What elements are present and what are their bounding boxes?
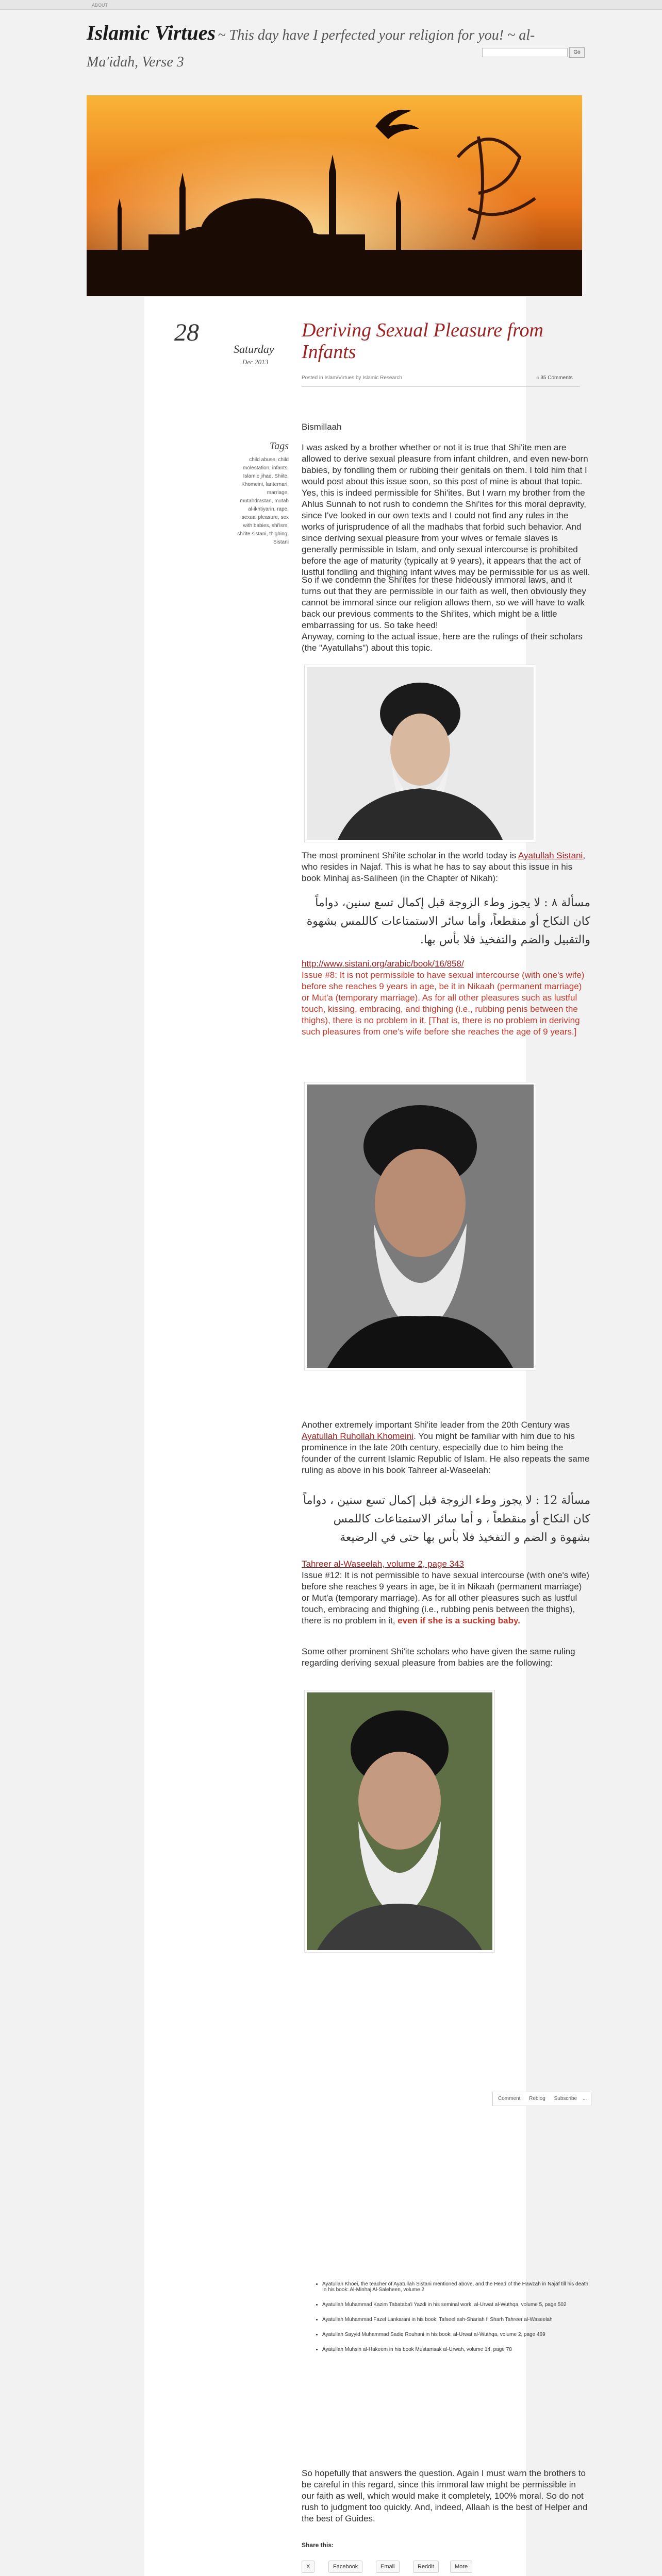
paragraph — [302, 850, 590, 884]
issue-12-text: Issue #12: It is not permissible to have sexual intercourse (with one's wife) before she reaches 9 years in age, be it in Nikaah (permanent marriage) or Mut'a (temporary marriage). As for all other pleasures such as lustful touch, embracing and thighing (i.e., rubbing penis between the thighs), there is no problem in it, — [302, 1570, 589, 1625]
scholar-list-item: • Ayatullah Muhammad Kazim Tabataba'i Yazdi in his seminal work: al-Urwat al-Wuthqa, volume 5, page 502 — [322, 2302, 590, 2308]
share-button-email[interactable]: Email — [376, 2561, 400, 2573]
paragraph: I was asked by a brother whether or not it is true that Shi'ite men are allowed to derive sexual pleasure from infant children, and even new-born babies, by fondling them or rubbing their genitals on them. I told him that I would post about this issue soon, so this post of mine is about that topic. Yes, this is indeed permissible for Shi'ites. But I warn my brother from the Ahlus Sunnah to not rush to condemn the Shi'ites for this moral depravity, since I've looked in our own texts and I could not find any rules in the works of jurisprudence of all the madhabs that forbid such behavior. And since deriving sexual pleasure from your wives or female slaves is generally permissible in Islam, and only sexual intercourse is prohibited before the age of maturity (typically at 9 years), it appears that the act of lustful fondling and thighing infant wives may be permissible for us as well. — [302, 443, 590, 577]
photo-scholar — [304, 1690, 495, 1953]
site-tagline: ~ This day have I perfected your religion for you! ~ al-Ma'idah, Verse 3 — [87, 27, 535, 70]
paragraph-text: The most prominent Shi'ite scholar in the world today is — [302, 851, 518, 860]
tags-list: child abuse, child molestation, infants, Islamic jihad, Shiite, Khomeini, lanternari, marriage, mutahdrastan, mutah al-ikhtiyarin, rape, sexual pleasure, sex with babies, shi'ism, shi'ite sistani, thighing, Sistani — [237, 457, 289, 545]
search-button[interactable]: Go — [569, 47, 585, 58]
paragraph: Bismillaah — [302, 422, 342, 432]
post-meta: Posted in Islam/Virtues by Islamic Research — [302, 375, 402, 381]
tag-link[interactable]: child abuse — [249, 457, 275, 463]
paragraph: Anyway, coming to the actual issue, here are the rulings of their scholars (the "Ayatullahs") about this topic. — [302, 632, 583, 653]
source-link-1 — [302, 958, 590, 970]
source-link-2 — [302, 1558, 590, 1570]
tag-link[interactable]: Khomeini — [241, 482, 263, 487]
sistani-link[interactable]: Ayatullah Sistani — [518, 851, 583, 860]
tag-link[interactable]: infants — [272, 465, 288, 471]
paragraph: So hopefully that answers the question. Again I must warn the brothers to be careful in this regard, since this immoral law might be permissible in our faith as well, which would make it completely, 100% moral. So do not rush to judgment too quickly. And, indeed, Allaah is the best of Helper and the best of Guides. — [302, 2468, 588, 2523]
share-button-x[interactable]: X — [302, 2561, 315, 2573]
tag-link[interactable]: mutah al-ikhtiyarin — [248, 498, 289, 512]
search-input[interactable] — [482, 48, 568, 57]
subscribe-button[interactable]: Subscribe — [554, 2096, 577, 2102]
paragraph-text: Another extremely important Shi'ite leader from the 20th Century was — [302, 1420, 570, 1430]
share-button-facebook[interactable]: Facebook — [328, 2561, 362, 2573]
share-button-more[interactable]: More — [450, 2561, 472, 2573]
share-heading: Share this: — [302, 2541, 334, 2549]
paragraph-text: , who resides in Najaf. This is what he has to say about this issue in his book Minhaj as-Saliheen (in the Chapter of Nikah): — [302, 851, 586, 883]
scholar-list-item: • Ayatullah Muhammad Fazel Lankarani in his book: Tafseel ash-Shariah fi Sharh Tahreer al-Waseelah — [322, 2317, 590, 2323]
tag-link[interactable]: sex with babies — [243, 515, 289, 529]
tag-link[interactable]: shi'ism — [271, 523, 288, 529]
post-date-month-year: Dec 2013 — [242, 358, 269, 366]
issue-12-emphasis: even if she is a sucking baby. — [398, 1616, 520, 1625]
divider — [302, 386, 580, 387]
comment-button[interactable]: Comment — [498, 2096, 521, 2102]
scholar-list-item: • Ayatullah Khoei, the teacher of Ayatullah Sistani mentioned above, and the Head of the Hawzah in Najaf till his death. In his book: Al-Minhaj Al-Saleheen, volume 2 — [322, 2281, 590, 2293]
tag-link[interactable]: thighing — [269, 531, 288, 537]
follow-bar — [492, 2092, 591, 2106]
header-banner-image — [87, 95, 582, 296]
arabic-quote: مسألة 12 : لا يجوز وطء الزوجة قبل إكمال تسع سنين ، دواماً كان النكاح أو منقطعاً ، و أما سائر الاستمتاعات كاللمس بشهوة و الضم و التفخيذ فلا بأس بها حتى في الرضيعة — [303, 1494, 590, 1544]
paragraph: Some other prominent Shi'ite scholars who have given the same ruling regarding deriving sexual pleasure from babies are the following: — [302, 1647, 575, 1668]
paragraph — [302, 1419, 590, 1476]
share-button-reddit[interactable]: Reddit — [413, 2561, 439, 2573]
comments-count-link[interactable]: « 35 Comments — [536, 375, 573, 381]
tag-link[interactable]: sexual pleasure — [241, 515, 278, 520]
more-button[interactable]: ... — [582, 2096, 587, 2102]
issue-8-text: Issue #8: It is not permissible to have sexual intercourse (with one's wife) before she reaches 9 years in age, be it in Nikaah (permanent marriage) or Mut'a (temporary marriage). As for all other pleasures such as lustful touch, kissing, embracing, and thighing (i.e., rubbing penis between the thighs), there is no problem in it. [That is, there is no problem in deriving such pleasures from one's wife before she reaches the age of 9 years.] — [302, 970, 585, 1037]
arabic-quote: مسألة ٨ : لا يجوز وطء الزوجة قبل إكمال تسع سنين، دواماً كان النكاح أو منقطعاً، وأما سائر الاستمتاعات كاللمس بشهوة والتقبيل والضم والتفخيذ فلا بأس بها. — [306, 896, 590, 946]
site-title[interactable]: Islamic Virtues — [87, 21, 216, 44]
tag-link[interactable]: Islamic jihad — [243, 473, 272, 479]
scholar-list-item: • Ayatullah Sayyid Muhammad Sadiq Rouhani in his book: al-Urwat al-Wuthqa, volume 2, page 469 — [322, 2332, 590, 2337]
paragraph-text: . You might be familiar with him due to his prominence in the late 20th century, especially due to him being the founder of the current Islamic Republic of Islam. He also repeats the same ruling as above in his book Tahreer al-Waseelah: — [302, 1431, 590, 1475]
tag-link[interactable]: mutahdrastan — [240, 498, 272, 504]
tags-heading: Tags — [269, 440, 289, 452]
tahreer-source-link[interactable]: Tahreer al-Waseelah, volume 2, page 343 — [302, 1559, 464, 1569]
post-title[interactable]: Deriving Sexual Pleasure from Infants — [302, 319, 543, 363]
photo-khomeini — [304, 1082, 536, 1370]
post-date-weekday: Saturday — [234, 343, 274, 355]
reblog-button[interactable]: Reblog — [529, 2096, 545, 2102]
post-date-day-number: 28 — [174, 319, 199, 346]
tag-link[interactable]: Sistani — [273, 539, 289, 545]
tag-link[interactable]: shi'ite sistani — [237, 531, 267, 537]
translation-paragraph — [302, 1570, 590, 1626]
tag-link[interactable]: marriage — [267, 490, 288, 496]
tag-link[interactable]: Shiite — [274, 473, 288, 479]
scholar-list-item: • Ayatullah Muhsin al-Hakeem in his book Mustamsak al-Urwah, volume 14, page 78 — [322, 2347, 590, 2352]
sistani-source-link[interactable]: http://www.sistani.org/arabic/book/16/858/ — [302, 959, 464, 969]
top-nav-about-link[interactable]: ABOUT — [92, 3, 108, 8]
photo-sistani — [304, 665, 536, 842]
translation-paragraph — [302, 970, 590, 1038]
tag-link[interactable]: child molestation — [243, 457, 289, 471]
paragraph: So if we condemn the Shi'ites for these hideously immoral laws, and it turns out that they are permissible in our faith as well, then obviously they cannot be immoral since our religion allows them, so we will have to walk back our previous comments to the Shi'ites, which might be a little embarrassing for us. So take heed! — [302, 575, 586, 630]
scholars-list — [302, 2281, 590, 2362]
top-nav-bar — [0, 0, 662, 10]
tag-link[interactable]: lanternari — [266, 482, 288, 487]
tag-link[interactable]: rape — [277, 506, 288, 512]
khomeini-link[interactable]: Ayatullah Ruhollah Khomeini — [302, 1431, 414, 1441]
